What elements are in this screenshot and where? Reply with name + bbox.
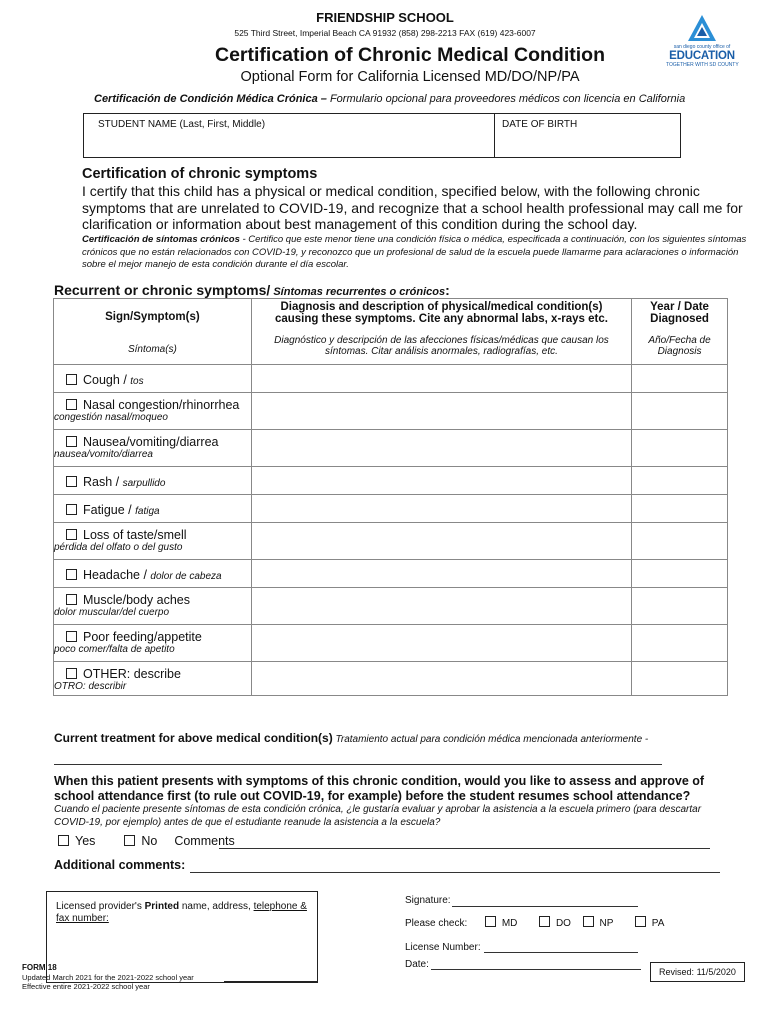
symptom-label-es: dolor de cabeza <box>150 571 222 582</box>
treatment-field[interactable] <box>54 764 662 765</box>
form-effective: Effective entire 2021-2022 school year <box>22 982 150 991</box>
symptom-cell <box>54 393 252 430</box>
date-label: Date: <box>405 959 429 970</box>
form-title: Certification of Chronic Medical Condition <box>215 44 605 66</box>
diagnosis-cell[interactable] <box>251 588 631 625</box>
year-diagnosed-cell[interactable] <box>632 430 728 467</box>
diagnosis-cell[interactable] <box>251 662 631 696</box>
provider-label-2: name, address, <box>179 901 254 912</box>
header-symptom: Sign/Symptom(s) <box>54 299 252 335</box>
treatment-label <box>54 731 648 745</box>
diagnosis-cell[interactable] <box>251 560 631 588</box>
symptom-checkbox[interactable] <box>66 436 77 447</box>
signature-label: Signature: <box>405 895 451 906</box>
md-label: MD <box>501 918 518 929</box>
year-diagnosed-cell[interactable] <box>632 365 728 393</box>
license-field[interactable] <box>484 952 638 953</box>
symptom-cell <box>54 365 252 393</box>
no-checkbox[interactable] <box>124 835 135 846</box>
symptom-label: Cough <box>83 373 120 387</box>
provider-label-printed: Printed <box>144 901 180 912</box>
dob-field[interactable] <box>502 132 674 154</box>
attendance-question-es: Cuando el paciente presente síntomas de esta condición crónica, ¿le gustaría evaluar y aprobar la asistencia a la escuela primero (para descartar COVID-19, por ejemplo) antes de que el estudiante reanude la asistencia a la escuela? <box>54 804 702 828</box>
symptom-separator: / <box>119 373 131 387</box>
logo-small-text: san diego county office of <box>673 44 731 50</box>
symptom-label-es: pérdida del olfato o del gusto <box>54 542 183 553</box>
symptom-label-es: poco comer/falta de apetito <box>54 644 175 655</box>
diagnosis-cell[interactable] <box>251 365 631 393</box>
pa-checkbox[interactable] <box>635 916 646 927</box>
treatment-label-es: Tratamiento actual para condición médica mencionada anteriormente - <box>332 734 649 745</box>
year-diagnosed-cell[interactable] <box>632 495 728 523</box>
table-row <box>54 365 728 393</box>
do-checkbox[interactable] <box>539 916 550 927</box>
provider-label-fax: fax number: <box>56 913 109 924</box>
table-row <box>54 560 728 588</box>
diagnosis-cell[interactable] <box>251 393 631 430</box>
additional-comments-label: Additional comments: <box>54 858 186 872</box>
dob-label: DATE OF BIRTH <box>502 119 578 130</box>
table-row <box>54 588 728 625</box>
symptom-cell <box>54 662 252 696</box>
symptom-cell <box>54 560 252 588</box>
diagnosis-cell[interactable] <box>251 625 631 662</box>
table-row <box>54 625 728 662</box>
symptom-label: Muscle/body aches <box>83 593 191 607</box>
table-header-row-es <box>54 335 728 365</box>
symptom-label-es: nausea/vomito/diarrea <box>54 449 153 460</box>
symptom-cell <box>54 625 252 662</box>
year-diagnosed-cell[interactable] <box>632 662 728 696</box>
signature-field[interactable] <box>452 906 638 907</box>
symptom-checkbox[interactable] <box>66 594 77 605</box>
symptoms-title <box>54 282 450 298</box>
footer-line <box>224 981 317 982</box>
yes-label: Yes <box>75 834 96 848</box>
answer-row <box>58 834 235 848</box>
symptom-label: Poor feeding/appetite <box>83 630 202 644</box>
symptom-label-es: congestión nasal/moqueo <box>54 412 168 423</box>
symptom-label-es: sarpullido <box>122 478 166 489</box>
logo-mark-icon <box>687 14 717 44</box>
no-label: No <box>141 834 158 848</box>
symptom-cell <box>54 588 252 625</box>
symptom-cell <box>54 430 252 467</box>
table-row <box>54 662 728 696</box>
symptom-checkbox[interactable] <box>66 529 77 540</box>
table-row <box>54 430 728 467</box>
attendance-question: When this patient presents with symptoms of this chronic condition, would you like to assess and approve of school attendance first (to rule out COVID-19, for example) before the student resumes school attendance? <box>54 774 705 803</box>
symptom-cell <box>54 495 252 523</box>
diagnosis-cell[interactable] <box>251 523 631 560</box>
pa-label: PA <box>651 918 665 929</box>
license-label: License Number: <box>405 942 481 953</box>
symptoms-table <box>53 298 728 696</box>
provider-label-phone: telephone & <box>253 901 307 912</box>
comments-field[interactable] <box>219 848 710 849</box>
symptom-separator: / <box>124 503 136 517</box>
diagnosis-cell[interactable] <box>251 467 631 495</box>
symptom-cell <box>54 523 252 560</box>
revised-date: Revised: 11/5/2020 <box>650 962 745 982</box>
year-diagnosed-cell[interactable] <box>632 588 728 625</box>
form-subtitle: Optional Form for California Licensed MD/DO/NP/PA <box>240 69 580 85</box>
form-updated: Updated March 2021 for the 2021-2022 school year <box>22 973 194 982</box>
form-number: FORM 18 <box>22 963 57 972</box>
student-box-divider <box>494 113 495 157</box>
student-name-field[interactable] <box>98 132 488 154</box>
table-row <box>54 523 728 560</box>
symptom-checkbox[interactable] <box>66 504 77 515</box>
school-name: FRIENDSHIP SCHOOL <box>316 10 454 25</box>
symptom-checkbox[interactable] <box>66 374 77 385</box>
cert-es-rest: - Certifico que este menor tiene una condición física o médica, especificada a continuación, con los siguientes síntomas crónicos que no están relacionados con COVID-19, y reconozco que un profesional de salud de la escuela puede llamarme para aclaraciones o información sobre el mejor manejo de esta condición durante el día escolar. <box>82 234 747 270</box>
treatment-label-en: Current treatment for above medical condition(s) <box>54 731 333 745</box>
year-diagnosed-cell[interactable] <box>632 625 728 662</box>
symptom-label-es: dolor muscular/del cuerpo <box>54 607 170 618</box>
date-field[interactable] <box>431 969 641 970</box>
np-label: NP <box>599 918 614 929</box>
certification-heading: Certification of chronic symptoms <box>82 166 318 182</box>
diagnosis-cell[interactable] <box>251 430 631 467</box>
education-logo <box>666 14 738 68</box>
symptom-checkbox[interactable] <box>66 476 77 487</box>
comments-label: Comments <box>174 834 235 848</box>
yes-checkbox[interactable] <box>58 835 69 846</box>
certification-body-spanish <box>82 234 747 272</box>
please-check-label: Please check: <box>405 918 468 929</box>
table-row <box>54 495 728 523</box>
symptom-label: Nasal congestion/rhinorrhea <box>83 398 240 412</box>
md-checkbox[interactable] <box>485 916 496 927</box>
year-diagnosed-cell[interactable] <box>632 393 728 430</box>
symptom-label: OTHER: describe <box>83 667 181 681</box>
symptoms-title-en: Recurrent or chronic symptoms/ <box>54 282 271 298</box>
provider-label-1: Licensed provider's <box>56 901 145 912</box>
symptom-label-es: tos <box>130 376 144 387</box>
cert-es-bold: Certificación de síntomas crónicos <box>82 234 240 245</box>
header-diagnosis: Diagnosis and description of physical/medical condition(s) causing these symptoms. Cite any abnormal labs, x-rays etc. <box>251 299 631 335</box>
symptom-label: Loss of taste/smell <box>83 528 187 542</box>
symptom-label: Fatigue <box>83 503 125 517</box>
please-check-row <box>405 916 664 929</box>
subtitle-es-rest: Formulario opcional para proveedores médicos con licencia en California <box>326 93 686 105</box>
year-diagnosed-cell[interactable] <box>632 560 728 588</box>
year-diagnosed-cell[interactable] <box>632 467 728 495</box>
form-subtitle-spanish <box>94 93 685 105</box>
table-row <box>54 393 728 430</box>
symptoms-title-colon: : <box>445 282 450 298</box>
symptom-separator: / <box>140 568 151 582</box>
symptom-cell <box>54 467 252 495</box>
do-label: DO <box>555 918 571 929</box>
symptom-label-es: fatiga <box>135 506 160 517</box>
symptom-label: Nausea/vomiting/diarrea <box>83 435 219 449</box>
logo-tagline: TOGETHER WITH SD COUNTY <box>666 62 739 68</box>
header-year-es: Año/Fecha de Diagnosis <box>632 335 728 365</box>
student-name-label: STUDENT NAME (Last, First, Middle) <box>98 119 266 130</box>
symptom-separator: / <box>112 475 123 489</box>
additional-comments-field[interactable] <box>190 872 720 873</box>
year-diagnosed-cell[interactable] <box>632 523 728 560</box>
header-diagnosis-es: Diagnóstico y descripción de las afecciones físicas/médicas que causan los síntomas. Citar análisis anormales, radiografías, etc. <box>251 335 631 365</box>
np-checkbox[interactable] <box>583 916 594 927</box>
symptom-label-es: OTRO: describir <box>54 681 127 692</box>
certification-body: I certify that this child has a physical or medical condition, specified below, with the following chronic symptoms that are unrelated to COVID-19, and recognize that a school health professional may call me for clarification or information about best management of this condition during the school day. <box>82 183 743 232</box>
table-row <box>54 467 728 495</box>
logo-big-text: EDUCATION <box>669 50 735 62</box>
header-year: Year / Date Diagnosed <box>632 299 728 335</box>
symptom-checkbox[interactable] <box>66 668 77 679</box>
header-symptom-es: Síntoma(s) <box>54 335 252 365</box>
school-address: 525 Third Street, Imperial Beach CA 91932 (858) 298-2213 FAX (619) 423-6007 <box>234 28 536 38</box>
symptom-checkbox[interactable] <box>66 399 77 410</box>
subtitle-es-bold: Certificación de Condición Médica Crónica – <box>94 93 327 105</box>
provider-label <box>56 901 316 925</box>
symptom-label: Headache <box>83 568 140 582</box>
symptom-label: Rash <box>83 475 113 489</box>
diagnosis-cell[interactable] <box>251 495 631 523</box>
symptoms-title-es: Síntomas recurrentes o crónicos <box>270 286 446 298</box>
symptom-checkbox[interactable] <box>66 631 77 642</box>
symptom-checkbox[interactable] <box>66 569 77 580</box>
table-header-row <box>54 299 728 335</box>
